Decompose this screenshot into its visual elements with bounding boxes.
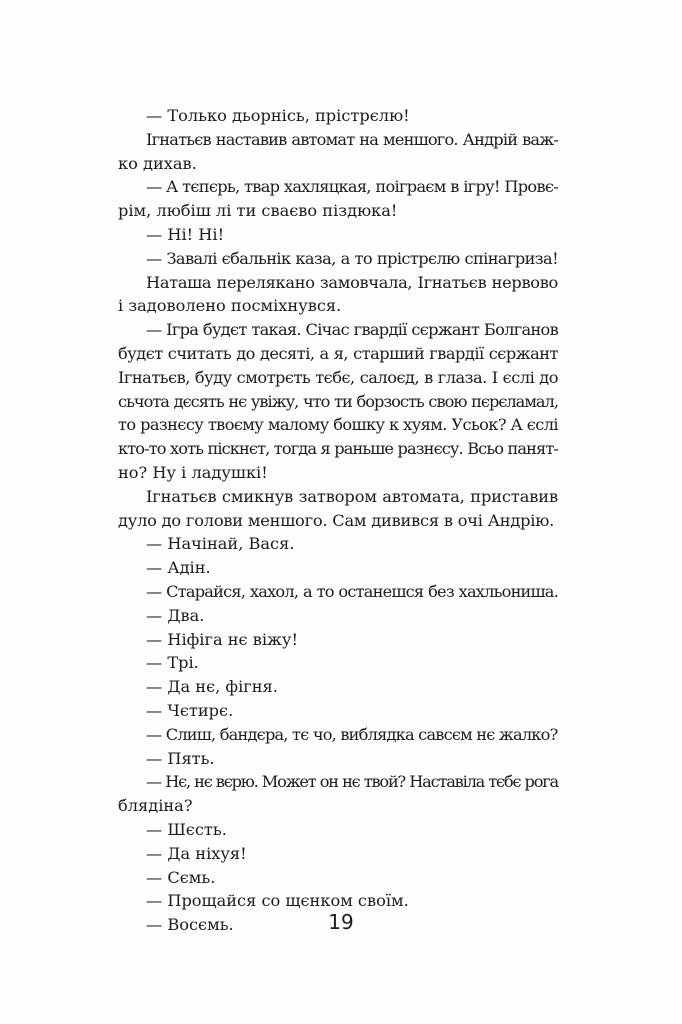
text-line: — Трі. xyxy=(146,653,199,673)
text-line: то разнєсу твоєму малому бошку к хуям. Усьок? А єслі xyxy=(118,415,558,435)
text-line: дуло до голови меншого. Сам дивився в очі Андрію. xyxy=(118,510,555,530)
page-text xyxy=(118,104,558,937)
text-line: — Завалі єбальнік каза, а то прістрєлю спінагриза! xyxy=(146,248,558,268)
text-line: — Да ніхуя! xyxy=(146,843,247,863)
page-number: 19 xyxy=(328,910,354,934)
text-line: — Начінай, Вася. xyxy=(146,534,295,554)
text-line: — Пять. xyxy=(146,748,215,768)
text-line: — Старайся, хахол, а то останешся без хахльониша. xyxy=(146,581,558,601)
text-line: сьчота дєсять нє увіжу, что ти борзость свою пєрєламал, xyxy=(118,391,558,411)
text-line: Ігнатьєв смикнув затвором автомата, приставив xyxy=(146,486,558,506)
text-line: — Восємь. xyxy=(146,915,234,935)
text-line: — Адін. xyxy=(146,558,211,578)
text-line: — Слиш, бандєра, тє чо, виблядка савсєм нє жалко? xyxy=(146,724,558,744)
text-line: — Только дьорніcь, прістрєлю! xyxy=(146,106,410,125)
text-line: — Ніфіга нє віжу! xyxy=(146,629,298,649)
text-line: ко дихав. xyxy=(118,153,197,173)
text-line: будєт считать до десяті, а я, старший гвардії сєржант xyxy=(118,343,558,363)
text-line: і задоволено посміхнувся. xyxy=(118,296,342,316)
text-line: — Да нє, фігня. xyxy=(146,677,278,697)
text-line: кто-то хоть піскнєт, тогда я раньше разнєсу. Всьо панят- xyxy=(118,439,558,459)
text-line: блядіна? xyxy=(118,796,193,816)
text-line: Ігнатьєв, буду смотрєть тєбє, салоєд, в глаза. І єслі до xyxy=(118,367,558,387)
text-line: — Шєсть. xyxy=(146,819,227,839)
text-line: — Ні! Ні! xyxy=(146,224,225,244)
text-line: Наташа перелякано замовчала, Ігнатьєв нервово xyxy=(146,272,558,292)
text-line: но? Ну і ладушкі! xyxy=(118,462,268,482)
text-line: рім, любіш лі ти сваєво піздюка! xyxy=(118,201,398,221)
text-line: — А тєпєрь, твар хахляцкая, поіграєм в ігру! Провє- xyxy=(146,177,558,197)
text-line: — Ігра будєт такая. Січас гвардії сєржант Болганов xyxy=(146,320,558,340)
text-line: — Два. xyxy=(146,605,205,625)
text-line: — Нє, нє вєрю. Может он нє твой? Наставіла тєбє рога xyxy=(146,772,558,792)
text-line: — Чєтирє. xyxy=(146,700,234,720)
text-line: Ігнатьєв наставив автомат на меншого. Андрій важ- xyxy=(146,129,558,149)
text-line: — Прощайся со щєнком своїм. xyxy=(146,891,409,911)
text-line: — Сємь. xyxy=(146,867,216,887)
